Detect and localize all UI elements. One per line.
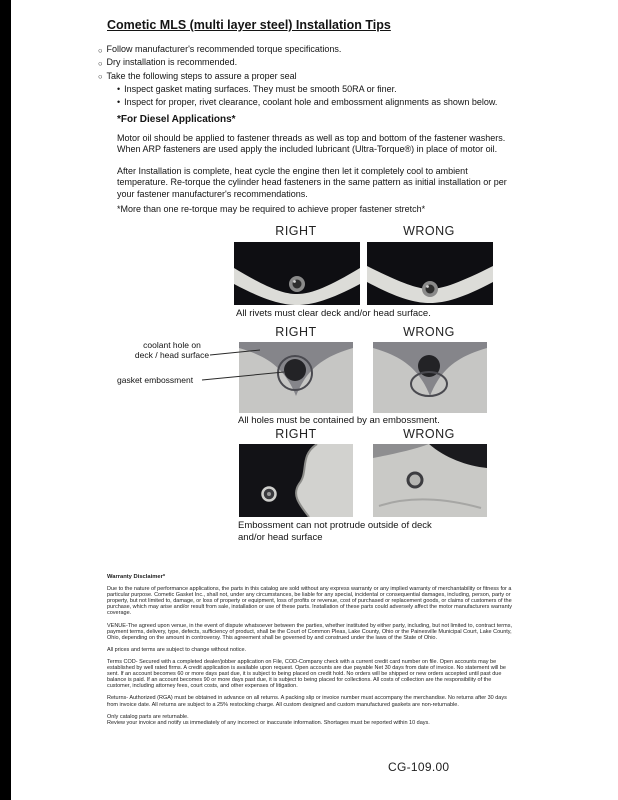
photo-hole-not-contained-wrong — [373, 342, 487, 413]
retorque-note: *More than one re-torque may be required to achieve proper fastener stretch* — [117, 204, 426, 214]
row3-caption — [238, 520, 432, 543]
gasket-embossment-annotation — [117, 375, 193, 385]
photo-embossment-inside-right — [239, 444, 353, 517]
caption-line: and/or head surface — [238, 531, 323, 543]
legal-paragraph: VENUE-The agreed upon venue, in the event of dispute whatsoever between the parties, whether instituted by either party, including, but not limited to, contract terms, payment terms, delivery, type, defects, sufficiency of product, shall be the Court of Common Pleas, Lake County, Ohio or the Painesville Municipal Court, Lake County, Ohio, depending on the amount in controversy. This agreement shall be governed by and construed under the laws of the State of Ohio. — [107, 622, 512, 641]
right-label-row2: RIGHT — [275, 325, 317, 339]
circle-bullet-icon — [98, 70, 103, 83]
wrong-label-row3: WRONG — [403, 427, 455, 441]
tip-text: Inspect gasket mating surfaces. They must be smooth 50RA or finer. — [124, 84, 397, 95]
catalog-page-code: CG-109.00 — [388, 760, 450, 774]
list-item — [98, 70, 538, 83]
legal-paragraph: All prices and terms are subject to change without notice. — [107, 646, 247, 653]
circle-bullet-icon — [98, 43, 103, 56]
legal-section — [107, 574, 514, 732]
row1-caption: All rivets must clear deck and/or head surface. — [236, 308, 431, 319]
page-title: Cometic MLS (multi layer steel) Installation Tips — [107, 18, 391, 32]
legal-paragraph: Terms COD- Secured with a completed dealer/jobber application on File, COD-Company check with a current credit card number on file. Open accounts may be established by well rated firms. A credit application is available upon request. Open accounts are due payable Net 30 days from date of invoice. No statement will be sent. If an account becomes 60 or more days past due, it is subject to being placed on credit hold. No orders will be shipped or new orders accepted until past due balance is paid. If an account becomes 90 or more days past due, it is subject to being placed for collections. All costs of collection are the responsibility of the customer, including attorney fees, court costs, and other expenses of litigation. — [107, 658, 506, 690]
legal-paragraph: Review your invoice and notify us immediately of any incorrect or inaccurate information. Shortages must be reported within 10 days. — [107, 719, 430, 726]
binding-edge — [0, 0, 11, 800]
annotation-text: coolant hole on — [143, 340, 201, 350]
tip-text: Follow manufacturer's recommended torque specifications. — [106, 44, 342, 54]
annotation-text: deck / head surface — [134, 350, 210, 360]
annotation-pointer-lines — [198, 339, 290, 387]
photo-rivet-clear-right — [234, 242, 360, 305]
right-label-row3: RIGHT — [275, 427, 317, 441]
wrong-label-row2: WRONG — [403, 325, 455, 339]
diesel-paragraph: After Installation is complete, heat cycle the engine then let it completely cool to ambient temperature. Re-torque the cylinder head fasteners in the same pattern as initial installation or per your fastener manufacturer's recommendations. — [117, 166, 507, 199]
photo-embossment-protruding-wrong — [373, 444, 487, 517]
circle-bullet-icon — [98, 56, 103, 69]
list-item — [98, 83, 538, 95]
dot-bullet-icon — [117, 96, 120, 108]
photo-rivet-interference-wrong — [367, 242, 493, 305]
tips-list — [98, 43, 538, 108]
dot-bullet-icon — [117, 83, 120, 95]
diesel-applications-heading: *For Diesel Applications* — [117, 114, 236, 125]
legal-paragraph: Only catalog parts are returnable. — [107, 713, 189, 720]
wrong-label-row1: WRONG — [403, 224, 455, 238]
row2-caption: All holes must be contained by an embossment. — [238, 415, 440, 426]
legal-paragraph: Due to the nature of performance applications, the parts in this catalog are sold without any express warranty or any implied warranty of merchantability or fitness for a particular purpose. Cometic Gasket Inc., shall not, under any circumstances, be liable for any special, incidental or consequential damages, including, person, party or property, but not limited to, damage, or loss of property or equipment, loss of profits or revenue, cost of purchased or replacement goods, or claims of customers of the purchase, which may arise and/or result from sale, installation or use of these parts. Installation of these parts could adversely affect the motor manufacturers warranty coverage. — [107, 586, 512, 617]
tip-text: Inspect for proper, rivet clearance, coolant hole and embossment alignments as shown below. — [124, 96, 498, 107]
list-item — [98, 96, 538, 108]
right-label-row1: RIGHT — [275, 224, 317, 238]
diesel-paragraph: Motor oil should be applied to fastener threads as well as top and bottom of the fastener washers. When ARP fasteners are used apply the included lubricant (Ultra-Torque®) in place of motor oil. — [117, 133, 506, 155]
tip-text: Take the following steps to assure a proper seal — [106, 70, 297, 81]
legal-paragraph: Returns- Authorized (RGA) must be obtained in advance on all returns. A packing slip or invoice number must accompany the merchandise. No returns after 30 days from invoice date. All returns are subject to a 25% restocking charge. All custom designed and custom manufactured gaskets are non-returnable. — [107, 695, 507, 708]
list-item — [98, 56, 538, 69]
warranty-disclaimer-heading: Warranty Disclaimer* — [107, 574, 166, 580]
annotation-text: gasket embossment — [117, 375, 194, 385]
list-item — [98, 43, 538, 56]
tip-text: Dry installation is recommended. — [106, 57, 238, 68]
caption-line: Embossment can not protrude outside of deck — [238, 520, 432, 531]
